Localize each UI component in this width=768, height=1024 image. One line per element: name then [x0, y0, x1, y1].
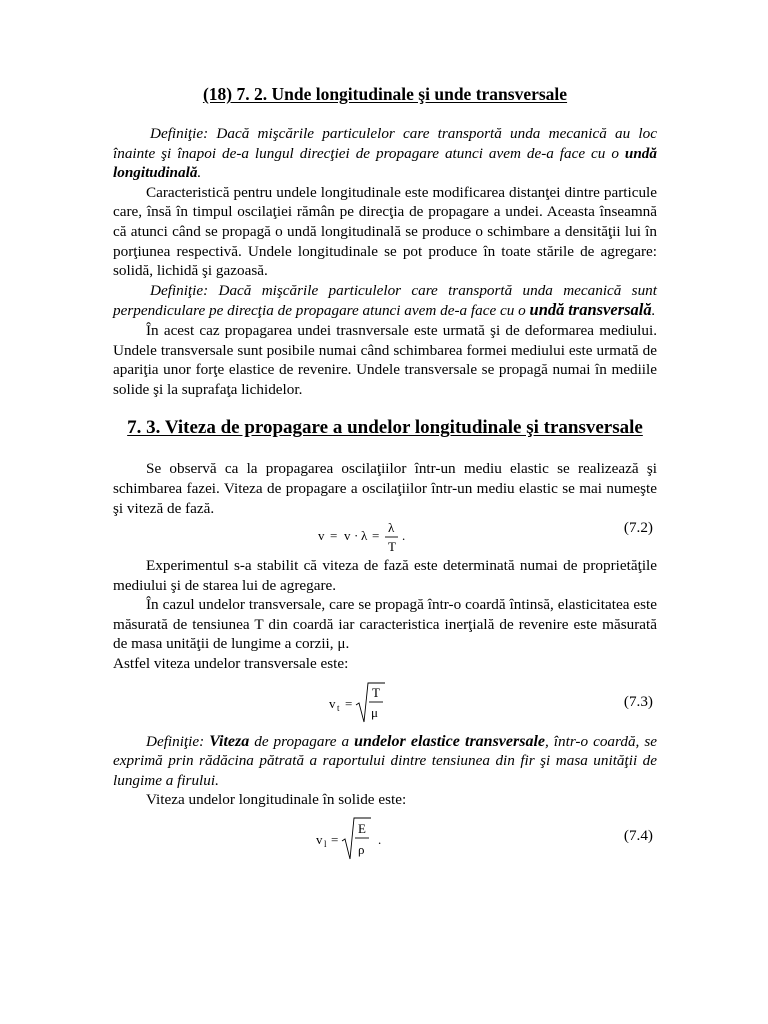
- equation-number: (7.3): [623, 692, 653, 710]
- eq-symbol: =: [331, 832, 339, 848]
- term-wave: undă: [529, 300, 565, 320]
- definition-text: , într-o coardă, se exprimă prin rădăcina pătrată a raportului dintre tensiunea din fir şi masa unităţii de lungime a firului.: [113, 732, 657, 789]
- definition-longitudinal: [113, 124, 657, 183]
- paragraph-string-tension: În cazul undelor transversale, care se propagă într-o coardă întinsă, elasticitatea este măsurată de tensiunea T din coardă iar caracteristica inerţială de revenire este măsurată de masa unităţii de lungime a corzii, μ.: [113, 596, 657, 653]
- equation-7-2-formula: [318, 518, 438, 556]
- term-longitudinal-wave: undă longitudinală: [113, 144, 657, 182]
- eq-symbol: .: [402, 528, 406, 544]
- eq-numerator: E: [358, 821, 366, 837]
- eq-symbol: ·: [354, 528, 359, 544]
- equation-7-2: [113, 518, 657, 556]
- eq-symbol: .: [378, 832, 382, 848]
- paragraph-transversal-deformation: În acest caz propagarea undei trasnversale este urmată şi de deformarea mediului. Undele transversale sunt posibile numai când schimbarea formei mediului este urmată de apariţia unor forţe elastice de revenire. Undele transversale se propagă numai în mediile solide şi la suprafaţa lichidelor.: [113, 321, 657, 398]
- equation-7-3-formula: [329, 680, 409, 726]
- term-transversal: transversală: [568, 300, 652, 320]
- definition-end: .: [651, 302, 656, 320]
- eq-subscript: l: [324, 839, 327, 850]
- definition-transversal-speed: [113, 732, 657, 791]
- eq-symbol: v: [329, 695, 336, 711]
- definition-transversal: [113, 281, 657, 321]
- sqrt-sign: [342, 818, 371, 859]
- paragraph-longitudinal-characteristics: Caracteristică pentru undele longitudinale este modificarea distanţei dintre particule care, însă în timpul oscilaţiei rămân pe direcţia de propagare a undei. Aceasta înseamnă că atunci când se propagă o undă longitudinală se produce o schimbare a densităţii lui în porţiunea respectivă. Undele longitudinale se pot produce în toate stările de agregare: solidă, lichidă şi gazoasă.: [113, 183, 657, 280]
- eq-numerator: T: [372, 684, 380, 700]
- eq-symbol: v: [344, 528, 351, 544]
- eq-symbol: v: [318, 528, 325, 544]
- paragraph-experiment: Experimentul s-a stabilit că viteza de fază este determinată numai de proprietăţile mediului şi de starea lui de agregare.: [113, 557, 657, 594]
- eq-symbol: =: [372, 528, 380, 544]
- eq-symbol: v: [316, 832, 323, 848]
- eq-numerator: λ: [388, 520, 395, 536]
- term-elastic-transversal-waves: undelor elastice transversale: [354, 732, 545, 750]
- section-7-3-title: 7. 3. Viteza de propagare a undelor longitudinale şi transversale: [127, 417, 643, 439]
- eq-symbol: λ: [361, 528, 368, 544]
- paragraph-phase-velocity: Se observă ca la propagarea oscilaţiilor într-un mediu elastic se realizează şi schimbarea fazei. Viteza de propagare a oscilaţiilor într-un mediu elastic se mai numeşte şi viteză de fază.: [113, 460, 657, 517]
- definition-text: Dacă mişcările particulelor care transportă unda mecanică sunt perpendiculare pe direcţia de propagare atunci avem de-a face cu o: [113, 281, 657, 320]
- eq-symbol: =: [330, 528, 338, 544]
- section-7-2-title: (18) 7. 2. Unde longitudinale şi unde transversale: [202, 84, 568, 104]
- paragraph-transversal-speed-intro: Astfel viteza undelor transversale este:: [113, 655, 349, 673]
- definition-label: Definiţie:: [146, 732, 205, 750]
- eq-denominator: T: [388, 539, 396, 555]
- equation-7-3: [113, 680, 657, 726]
- eq-subscript: t: [337, 702, 340, 713]
- definition-label: Definiţie:: [150, 125, 209, 142]
- page-content: [113, 83, 657, 864]
- equation-number: (7.4): [623, 827, 653, 845]
- definition-text: Dacă mişcările particulelor care transportă unda mecanică au loc înainte şi înapoi de-a lungul direcţiei de propagare atunci avem de-a face cu o: [113, 125, 657, 162]
- definition-label: Definiţie:: [150, 281, 209, 299]
- eq-symbol: =: [345, 695, 353, 711]
- equation-number: (7.2): [623, 519, 653, 537]
- eq-denominator: μ: [371, 704, 378, 720]
- term-speed: Viteza: [209, 732, 250, 750]
- equation-7-4: [113, 814, 657, 864]
- paragraph-longitudinal-speed-intro: Viteza undelor longitudinale în solide este:: [146, 791, 407, 809]
- equation-7-4-formula: [316, 814, 406, 864]
- definition-end: .: [197, 164, 202, 182]
- definition-text: de propagare a: [249, 732, 355, 750]
- eq-denominator: ρ: [358, 842, 365, 858]
